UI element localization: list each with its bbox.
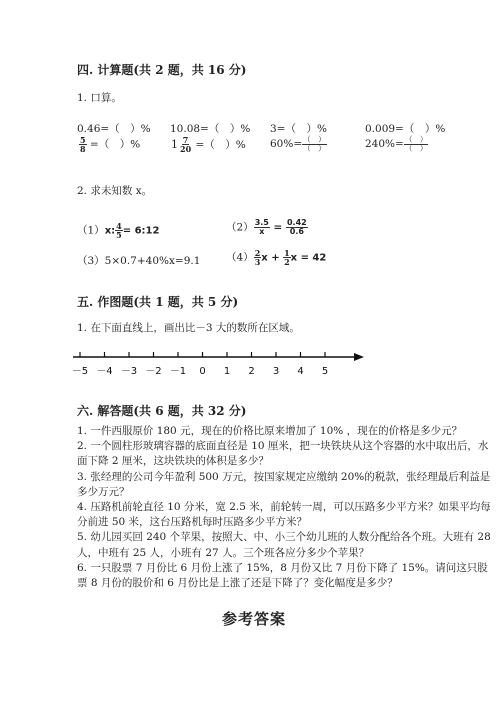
- number-line: [70, 346, 365, 382]
- equation-1: （1）x: $\frac{4}{5}$ = 6:12: [77, 221, 160, 240]
- number-line-label: 4: [297, 366, 304, 377]
- problem-text: 1. 一件西服原价 180 元，现在的价格比原来增加了 10% ，现在的价格是多少元？ 2. 一个圆柱形玻璃容器的底面直径是 10 厘米，把一块铁块从这个容器的水中取出后，水面下降 2 厘米，这块铁块的体积是多少？ 3. 张经理的公司今年盈利 500 万元，按国家规定应缴纳 20%的税款，张经理最后利益是多少万元？ 4. 压路机前轮直径 10 分米，宽 2.5 米，前轮转一周，可以压路多少平方米？如果平均每分前进 50 米，这台压路机每时压路多少平方米？ 5. 幼儿园买回 240 个苹果，按照大、中、小三个幼儿班的人数分配给各个班。大班有 28 人，中班有 25 人，小班有 27 人。三个班各应分多少个苹果？ 6. 一只股票 7 月份比 6 月份上涨了 15%，8 月份又比 7 月份下降了 15%。请问这只股票 8 月份的股价和 6 月份比是上涨了还是下降了？变化幅度是多少？: [77, 425, 491, 590]
- number-line-label: －2: [145, 366, 162, 377]
- answer-key-title: 参考答案: [222, 610, 287, 628]
- word-problems: [77, 424, 497, 591]
- calc-item: 240%= $\frac{( )}{( )}$: [365, 135, 428, 153]
- calc-item: 1 $\frac{7}{20}$ =（ ）%: [171, 135, 246, 154]
- equation-3: （3）5×0.7+40%x=9.1: [77, 255, 201, 267]
- calc-item: 0.009=（ ）%: [365, 123, 446, 135]
- calc-item: 3=（ ）%: [270, 123, 327, 135]
- calc-item: 0.46=（ ）%: [77, 123, 151, 135]
- section5-title: 五. 作图题(共 1 题，共 5 分): [77, 295, 239, 309]
- number-line-label: －1: [169, 366, 187, 377]
- number-line-label: －3: [120, 366, 138, 377]
- number-line-label: －4: [96, 366, 113, 377]
- question-4-1: 1. 口算。: [77, 92, 122, 104]
- number-line-label: 5: [321, 366, 329, 377]
- number-line-label: 2: [248, 366, 255, 377]
- question-4-2: 2. 求未知数 x。: [77, 185, 153, 197]
- number-line-label: －5: [71, 366, 89, 377]
- question-5-1: 1. 在下面直线上，画出比－3 大的数所在区域。: [77, 322, 300, 334]
- calc-item: 10.08=（ ）%: [170, 123, 251, 135]
- number-line-label: 3: [272, 366, 280, 377]
- equation-4: （4） $\frac{2}{3}$ x + $\frac{1}{2}$ x = 42: [226, 248, 327, 267]
- number-line-label: 0: [199, 366, 206, 377]
- number-line-label: 1: [223, 366, 231, 377]
- section4-title: 四. 计算题(共 2 题，共 16 分): [77, 63, 247, 77]
- section6-title: 六. 解答题(共 6 题，共 32 分): [77, 404, 247, 418]
- number-line-arrow: [354, 353, 364, 361]
- calc-item: 60%= $\frac{( )}{( )}$: [270, 135, 326, 153]
- calc-item: $\frac{5}{8}$ =（ ）%: [80, 135, 141, 154]
- equation-2: （2） $\frac{3.5}{x}$ = $\frac{0.42}{0.6}$: [226, 218, 307, 236]
